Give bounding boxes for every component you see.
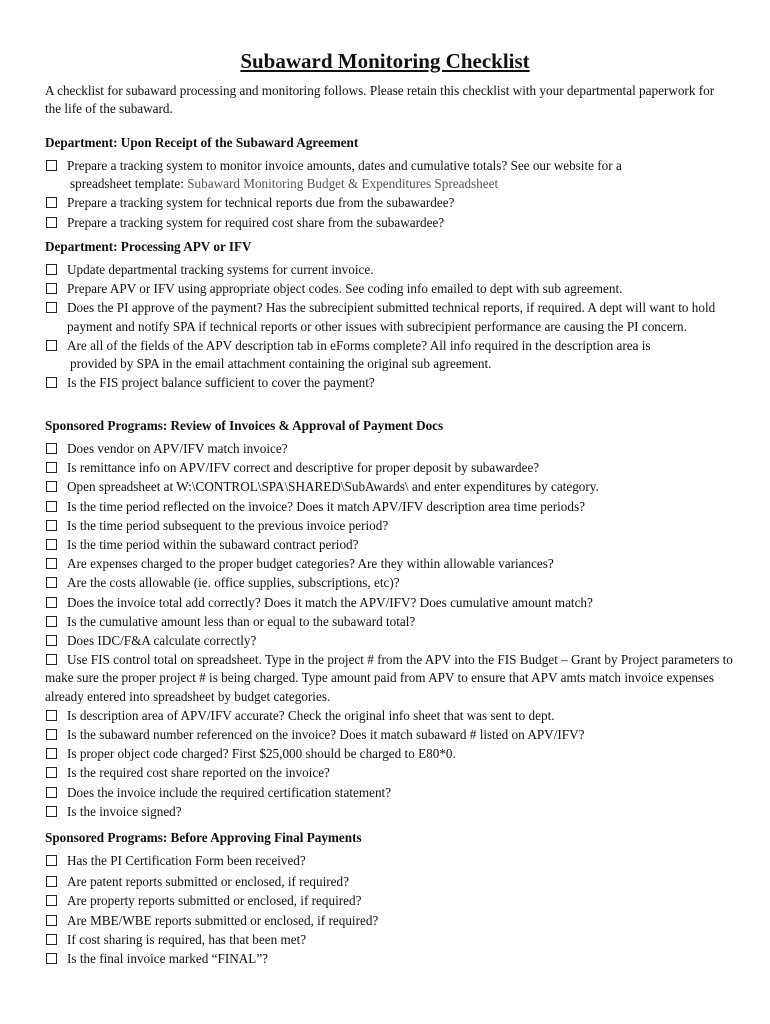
item-text: Are MBE/WBE reports submitted or enclosed, if required?: [67, 912, 379, 928]
checkbox[interactable]: [46, 197, 57, 208]
checklist-item: [45, 214, 735, 232]
checklist-item: [45, 478, 735, 496]
item-text-continuation: provided by SPA in the email attachment containing the original sub agreement.: [70, 356, 492, 372]
checkbox[interactable]: [46, 787, 57, 798]
checkbox[interactable]: [46, 635, 57, 646]
checkbox[interactable]: [46, 539, 57, 550]
checklist-item: [45, 440, 735, 458]
checkbox[interactable]: [46, 915, 57, 926]
item-text: Are patent reports submitted or enclosed, if required?: [67, 874, 349, 890]
checklist-item: [45, 374, 735, 392]
checkbox[interactable]: [46, 283, 57, 294]
item-text: Is the FIS project balance sufficient to cover the payment?: [67, 375, 375, 391]
section-heading: Sponsored Programs: Review of Invoices & Approval of Payment Docs: [45, 418, 444, 433]
checkbox[interactable]: [46, 577, 57, 588]
item-text: If cost sharing is required, has that been met?: [67, 931, 307, 947]
checkbox[interactable]: [46, 748, 57, 759]
checklist-item: [45, 784, 735, 802]
checklist-item: [45, 632, 735, 650]
section-heading: Department: Upon Receipt of the Subaward Agreement: [45, 135, 359, 150]
checkbox[interactable]: [46, 264, 57, 275]
item-text: Is the time period subsequent to the previous invoice period?: [67, 517, 389, 533]
checklist-item: [45, 536, 735, 554]
checklist-item: [45, 745, 735, 763]
item-text: Does IDC/F&A calculate correctly?: [67, 633, 257, 649]
item-text: Does the invoice total add correctly? Does it match the APV/IFV? Does cumulative amount match?: [67, 594, 593, 610]
item-text: Prepare a tracking system for required cost share from the subawardee?: [67, 214, 445, 230]
checklist-items: [45, 852, 735, 968]
item-text: Is the required cost share reported on the invoice?: [67, 765, 330, 781]
checkbox[interactable]: [46, 340, 57, 351]
item-text: Prepare a tracking system for technical reports due from the subawardee?: [67, 195, 455, 211]
item-text: Is the invoice signed?: [67, 803, 182, 819]
checkbox[interactable]: [46, 806, 57, 817]
checkbox[interactable]: [46, 767, 57, 778]
checklist-item: [45, 280, 735, 298]
item-text-continuation: [67, 175, 735, 193]
item-text: Is the time period reflected on the invoice? Does it match APV/IFV description area time periods?: [67, 498, 585, 514]
checklist-item: [45, 726, 735, 744]
checklist-item: [45, 574, 735, 592]
checklist-item: [45, 931, 735, 949]
checkbox[interactable]: [46, 377, 57, 388]
checklist-item: [45, 594, 735, 612]
checklist-item: [45, 707, 735, 725]
checklist-item: [45, 873, 735, 891]
checkbox[interactable]: [46, 855, 57, 866]
checkbox[interactable]: [46, 616, 57, 627]
item-text: Is description area of APV/IFV accurate? Check the original info sheet that was sent to dept.: [67, 707, 555, 723]
checklist-item: [45, 299, 735, 335]
checklist-item: [45, 555, 735, 573]
checkbox[interactable]: [46, 729, 57, 740]
checklist-items: [45, 440, 735, 821]
checklist-item: [45, 803, 735, 821]
item-text-prefix: spreadsheet template:: [70, 176, 188, 192]
checklist-item: [45, 764, 735, 782]
checkbox[interactable]: [46, 217, 57, 228]
item-text: Are expenses charged to the proper budget categories? Are they within allowable variances?: [67, 556, 554, 572]
checklist-item: [45, 459, 735, 477]
item-text: Is proper object code charged? First $25,000 should be charged to E80*0.: [67, 746, 456, 762]
item-text: Is the cumulative amount less than or equal to the subaward total?: [67, 613, 416, 629]
checklist-item: [45, 912, 735, 930]
item-text: Has the PI Certification Form been received?: [67, 853, 306, 868]
section-receipt: [45, 133, 735, 233]
checkbox[interactable]: [46, 654, 57, 665]
checklist-item: [45, 950, 735, 968]
checklist-item: [45, 517, 735, 535]
checklist-item: [45, 261, 735, 279]
section-final-payments: [45, 828, 735, 969]
section-review: [45, 416, 735, 822]
item-text: Open spreadsheet at W:\CONTROL\SPA\SHARED\SubAwards\ and enter expenditures by category.: [67, 479, 599, 495]
item-text: Is the time period within the subaward contract period?: [67, 537, 359, 553]
item-text: Is remittance info on APV/IFV correct and descriptive for proper deposit by subawardee?: [67, 460, 540, 476]
checkbox[interactable]: [46, 895, 57, 906]
section-processing: [45, 237, 735, 393]
checkbox[interactable]: [46, 953, 57, 964]
page-title: Subaward Monitoring Checklist: [240, 49, 530, 73]
checkbox[interactable]: [46, 443, 57, 454]
checkbox[interactable]: [46, 520, 57, 531]
checklist-item: [45, 498, 735, 516]
checkbox[interactable]: [46, 481, 57, 492]
checklist-item: [45, 613, 735, 631]
checklist-items: [45, 261, 735, 392]
item-text: Update departmental tracking systems for current invoice.: [67, 262, 374, 277]
item-text: Does vendor on APV/IFV match invoice?: [67, 441, 288, 456]
checkbox[interactable]: [46, 302, 57, 313]
spreadsheet-link[interactable]: Subaward Monitoring Budget & Expenditures Spreadsheet: [187, 176, 499, 192]
item-text: Is the subaward number referenced on the invoice? Does it match subaward # listed on APV/IFV?: [67, 727, 585, 743]
checklist-item: [45, 194, 735, 212]
checkbox[interactable]: [46, 558, 57, 569]
intro-paragraph: A checklist for subaward processing and monitoring follows. Please retain this checklist with your departmental paperwork for the life of the subaward.: [45, 83, 715, 116]
item-text: Are the costs allowable (ie. office supplies, subscriptions, etc)?: [67, 575, 400, 591]
item-text: Does the PI approve of the payment? Has the subrecipient submitted technical reports, if required. A dept will want to hold payment and notify SPA if technical reports or other issues with subrecipient performance are causing the PI concern.: [67, 300, 716, 334]
checkbox[interactable]: [46, 462, 57, 473]
item-text: Prepare a tracking system to monitor invoice amounts, dates and cumulative totals? See our website for a: [67, 158, 622, 173]
item-text: Are all of the fields of the APV description tab in eForms complete? All info required in the description area is: [67, 337, 651, 353]
checkbox[interactable]: [46, 710, 57, 721]
item-text: Does the invoice include the required certification statement?: [67, 784, 392, 800]
checklist-item: [45, 337, 735, 373]
checklist-item: [45, 852, 735, 870]
checkbox[interactable]: [46, 597, 57, 608]
checkbox[interactable]: [46, 501, 57, 512]
checkbox[interactable]: [46, 934, 57, 945]
item-text: Are property reports submitted or enclosed, if required?: [67, 893, 362, 909]
checklist-items: [45, 157, 735, 232]
item-text: Prepare APV or IFV using appropriate object codes. See coding info emailed to dept with sub agreement.: [67, 281, 623, 297]
section-heading: Department: Processing APV or IFV: [45, 239, 252, 254]
checkbox[interactable]: [46, 876, 57, 887]
checkbox[interactable]: [46, 160, 57, 171]
checklist-item: [45, 892, 735, 910]
checklist-item: [45, 157, 735, 193]
item-text: Is the final invoice marked “FINAL”?: [67, 951, 269, 967]
checklist-item: [45, 651, 735, 706]
section-heading: Sponsored Programs: Before Approving Final Payments: [45, 830, 362, 845]
item-text: Use FIS control total on spreadsheet. Type in the project # from the APV into the FIS Budget – Grant by Project parameters to make sure the proper project # is being charged. Type amount paid from APV to ensure that APV amts match invoice expenses already entered into spreadsheet by budget categories.: [45, 652, 733, 704]
